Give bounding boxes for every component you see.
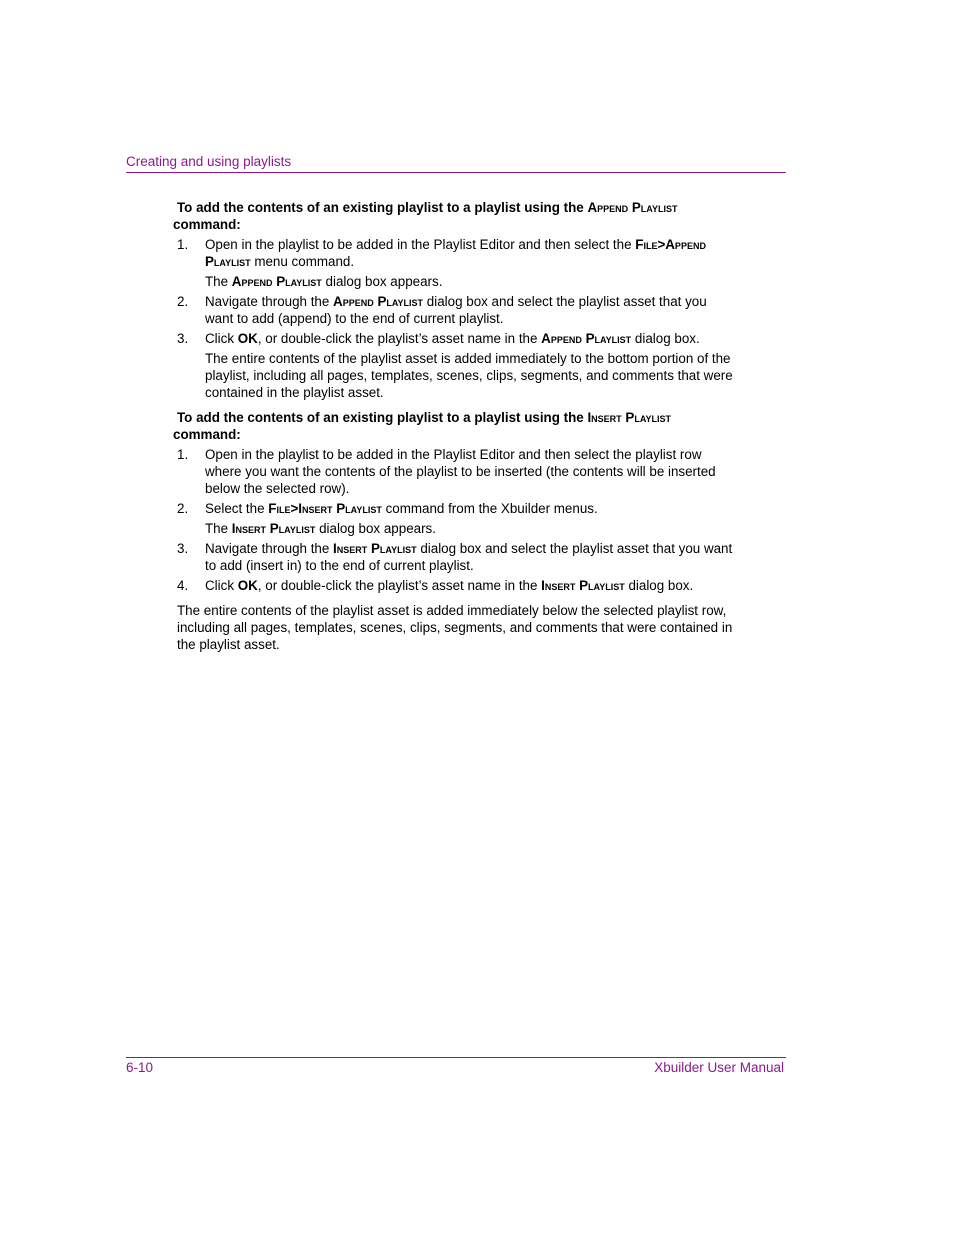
- page-body: [173, 199, 737, 666]
- insert-step-1: 1. Open in the playlist to be added in the Playlist Editor and then select the playlist row where you want the contents of the playlist to be inserted (the contents will be inserted below the selected row).: [177, 447, 716, 496]
- append-step-3: 3. Click OK, or double-click the playlist’s asset name in the Append Playlist dialog box.: [177, 331, 700, 346]
- manual-title: Xbuilder User Manual: [654, 1060, 784, 1075]
- insert-step-2-result: The Insert Playlist dialog box appears.: [205, 521, 436, 536]
- insert-step-4: 4. Click OK, or double-click the playlist’s asset name in the Insert Playlist dialog box.: [177, 578, 694, 593]
- running-header: Creating and using playlists: [126, 154, 292, 169]
- append-step-3-result: The entire contents of the playlist asset is added immediately to the bottom portion of the playlist, including all pages, templates, scenes, clips, segments, and comments that were contained in the playlist asset.: [205, 351, 733, 400]
- procedure-heading-insert: To add the contents of an existing playlist to a playlist using the Insert Playlist command:: [173, 410, 672, 442]
- procedure-heading-append: To add the contents of an existing playlist to a playlist using the Append Playlist command:: [173, 200, 678, 232]
- insert-step-3: 3. Navigate through the Insert Playlist dialog box and select the playlist asset that you want to add (insert in) to the end of current playlist.: [177, 541, 733, 573]
- footer-rule: [126, 1057, 786, 1058]
- append-step-1: 1. Open in the playlist to be added in the Playlist Editor and then select the File>Append Playlist menu command.: [177, 237, 706, 269]
- page-number: 6-10: [126, 1060, 154, 1075]
- header-rule: [126, 172, 786, 173]
- insert-step-2: 2. Select the File>Insert Playlist command from the Xbuilder menus.: [177, 501, 598, 516]
- append-step-1-result: The Append Playlist dialog box appears.: [205, 274, 443, 289]
- closing-paragraph: The entire contents of the playlist asset is added immediately below the selected playlist row, including all pages, templates, scenes, clips, segments, and comments that were contained in the playlist asset.: [177, 603, 733, 652]
- append-step-2: 2. Navigate through the Append Playlist dialog box and select the playlist asset that you want to add (append) to the end of current playlist.: [177, 294, 707, 326]
